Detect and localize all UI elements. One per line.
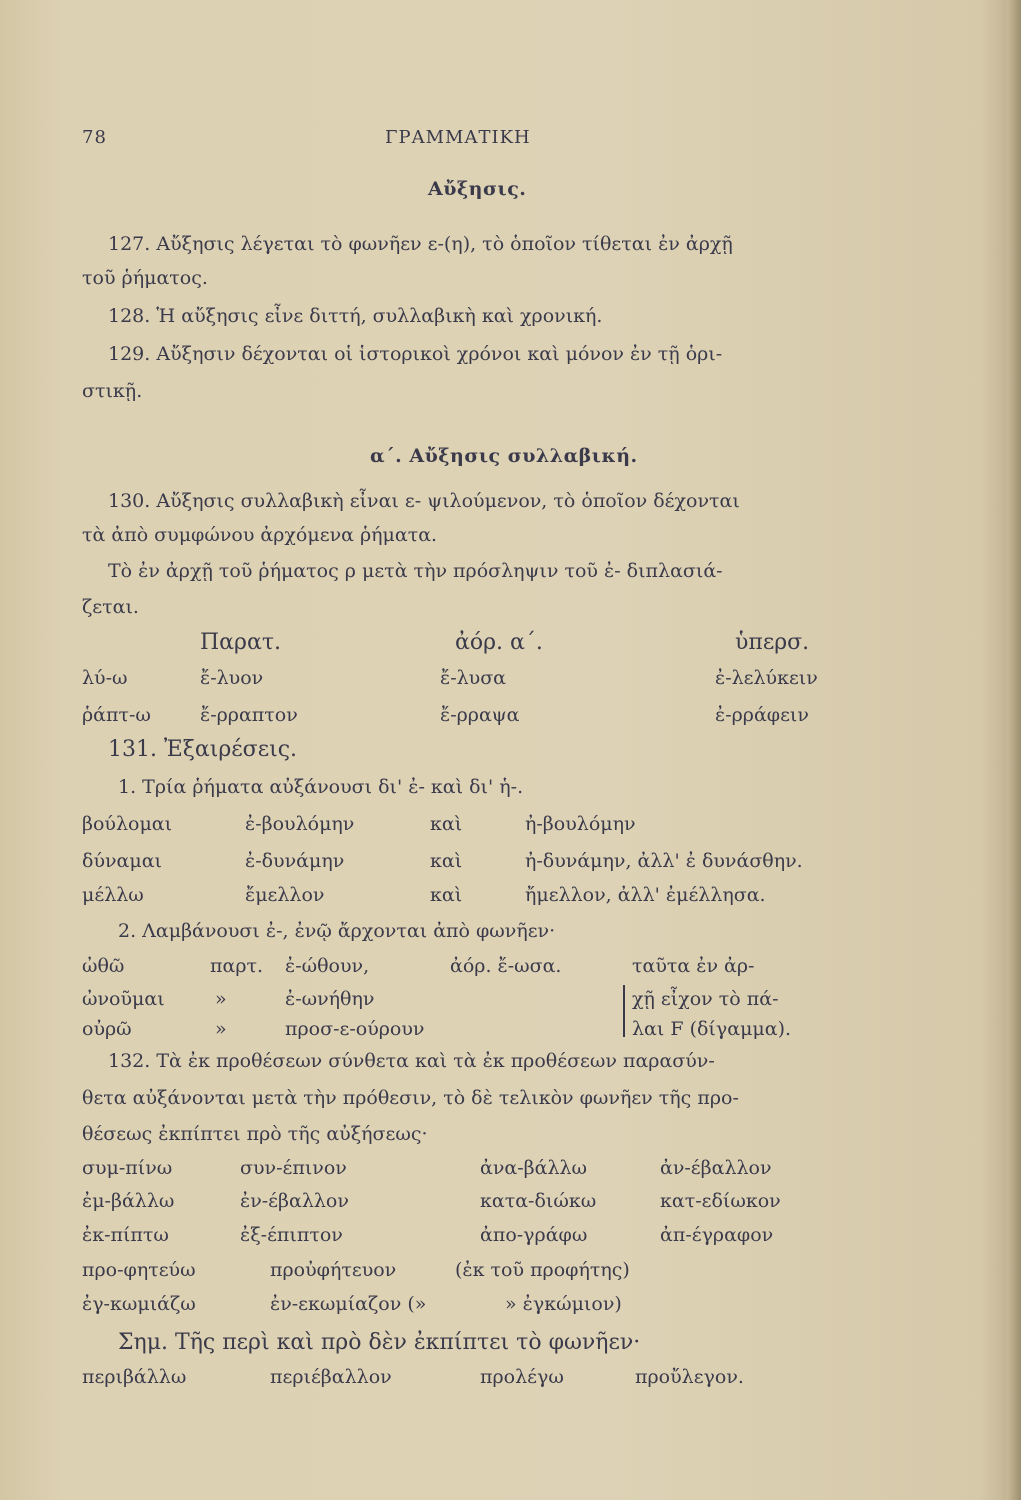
table2-cell: συμ-πίνω xyxy=(82,1157,173,1179)
exception1-cell: δύναμαι xyxy=(82,850,162,872)
exception2-cell: » xyxy=(215,1018,227,1040)
table1-cell: ἐ-ρράφειν xyxy=(715,704,809,726)
table2-cell: κατ-εδίωκον xyxy=(660,1190,781,1212)
paragraph-128: 128. Ἡ αὔξησις εἶνε διττή, συλλαβικὴ καὶ χρονική. xyxy=(108,305,603,327)
table2-cell: ἀν-έβαλλον xyxy=(660,1157,772,1179)
exception1-cell: ἠ-δυνάμην, ἀλλ' ἐ δυνάσθην. xyxy=(525,850,803,872)
exception2-cell: παρτ. xyxy=(210,955,264,977)
table1-cell: λύ-ω xyxy=(82,667,128,689)
paragraph-132-line3: θέσεως ἐκπίπτει πρὸ τῆς αὐξήσεως· xyxy=(82,1123,428,1145)
paragraph-132-line1: 132. Τὰ ἐκ προθέσεων σύνθετα καὶ τὰ ἐκ προθέσεων παρασύν- xyxy=(108,1050,715,1072)
exception1-cell: ἠ-βουλόμην xyxy=(525,813,636,835)
exception1-intro: 1. Τρία ῥήματα αὐξάνουσι δι' ἐ- καὶ δι' ἡ-. xyxy=(118,776,524,798)
exception2-cell: ἐ-ώθουν, xyxy=(285,955,370,977)
paragraph-132-line2: θετα αὐξάνονται μετὰ τὴν πρόθεσιν, τὸ δὲ τελικὸν φωνῆεν τῆς προ- xyxy=(82,1087,739,1109)
table2-cell: ἀνα-βάλλω xyxy=(480,1157,588,1179)
exception1-cell: ἤμελλον, ἀλλ' ἐμέλλησα. xyxy=(525,884,766,906)
paragraph-129-line1: 129. Αὔξησιν δέχονται οἱ ἱστορικοὶ χρόνοι καὶ μόνον ἐν τῇ ὁρι- xyxy=(108,343,723,365)
bracket-line xyxy=(623,985,625,1037)
note-example: περιβάλλω xyxy=(82,1366,187,1388)
table1-header-paratatikos: Παρατ. xyxy=(200,630,281,655)
exception2-cell: οὐρῶ xyxy=(82,1018,132,1040)
subsection-title: α΄. Αὔξησις συλλαβική. xyxy=(370,445,638,467)
table2-cell: προ-φητεύω xyxy=(82,1259,196,1281)
note-line: Σημ. Τῆς περὶ καὶ πρὸ δὲν ἐκπίπτει τὸ φωνῆεν· xyxy=(118,1330,641,1355)
table1-cell: ἔ-λυον xyxy=(200,667,264,689)
table2-cell: ἐξ-έπιπτον xyxy=(240,1224,343,1246)
exception1-cell: καὶ xyxy=(430,850,463,872)
exception1-cell: καὶ xyxy=(430,813,463,835)
table1-cell: ἔ-λυσα xyxy=(440,667,507,689)
exception2-cell: » xyxy=(215,988,227,1010)
paragraph-130-line2: τὰ ἀπὸ συμφώνου ἀρχόμενα ῥήματα. xyxy=(82,524,438,546)
exception1-cell: μέλλω xyxy=(82,884,144,906)
exception2-intro: 2. Λαμβάνουσι ἐ-, ἐνῷ ἄρχονται ἀπὸ φωνῆεν· xyxy=(118,920,556,942)
table1-cell: ῥάπτ-ω xyxy=(82,704,151,726)
exception1-cell: καὶ xyxy=(430,884,463,906)
table2-cell: ἐν-εκωμίαζον (» xyxy=(270,1293,427,1315)
exception2-note-line2: χῇ εἶχον τὸ πά- xyxy=(632,988,779,1010)
page-number: 78 xyxy=(82,127,107,148)
exception2-cell: ὠθῶ xyxy=(82,955,125,977)
paragraph-127-line2: τοῦ ῥήματος. xyxy=(82,267,208,289)
paragraph-127-line1: 127. Αὔξησις λέγεται τὸ φωνῆεν ε-(η), τὸ ὁποῖον τίθεται ἐν ἀρχῇ xyxy=(108,233,733,255)
exception2-cell: προσ-ε-ούρουν xyxy=(285,1018,425,1040)
note-example: περιέβαλλον xyxy=(270,1366,392,1388)
table1-header-hypersyntelikos: ὑπερσ. xyxy=(735,630,810,655)
table1-cell: ἔ-ρραπτον xyxy=(200,704,298,726)
paragraph-130-line4: ζεται. xyxy=(82,596,139,618)
section-title: Αὔξησις. xyxy=(428,178,527,200)
note-example: προὔλεγον. xyxy=(635,1366,744,1388)
exception1-cell: ἐ-δυνάμην xyxy=(245,850,345,872)
table2-cell: ἀπο-γράφω xyxy=(480,1224,588,1246)
running-title: ΓΡΑΜΜΑΤΙΚΗ xyxy=(385,127,531,148)
table2-cell: προὐφήτευον xyxy=(270,1259,397,1281)
paragraph-129-line2: στικῇ. xyxy=(82,380,143,402)
table2-cell: ἐγ-κωμιάζω xyxy=(82,1293,196,1315)
table2-cell: ἐν-έβαλλον xyxy=(240,1190,349,1212)
table2-cell: » ἐγκώμιον) xyxy=(505,1293,622,1315)
paragraph-130-line3: Τὸ ἐν ἀρχῇ τοῦ ῥήματος ρ μετὰ τὴν πρόσληψιν τοῦ ἐ- διπλασιά- xyxy=(108,560,723,582)
table1-cell: ἔ-ρραψα xyxy=(440,704,520,726)
exception1-cell: βούλομαι xyxy=(82,813,173,835)
exception2-note-line1: ταῦτα ἐν ἀρ- xyxy=(632,955,755,977)
exception2-cell: ὠνοῦμαι xyxy=(82,988,165,1010)
exception2-cell: ἐ-ωνήθην xyxy=(285,988,375,1010)
table2-cell: ἐκ-πίπτω xyxy=(82,1224,169,1246)
paragraph-130-line1: 130. Αὔξησις συλλαβικὴ εἶναι ε- ψιλούμενον, τὸ ὁποῖον δέχονται xyxy=(108,490,740,512)
note-example: προλέγω xyxy=(480,1366,564,1388)
exception1-cell: ἐ-βουλόμην xyxy=(245,813,355,835)
table2-cell: ἀπ-έγραφον xyxy=(660,1224,774,1246)
table1-header-aoristos: ἀόρ. α΄. xyxy=(455,630,543,655)
table2-cell: κατα-διώκω xyxy=(480,1190,597,1212)
table2-cell: συν-έπινον xyxy=(240,1157,347,1179)
table2-cell: ἐμ-βάλλω xyxy=(82,1190,175,1212)
table1-cell: ἐ-λελύκειν xyxy=(715,667,818,689)
page-edge xyxy=(1007,0,1021,1500)
table2-cell: (ἐκ τοῦ προφήτης) xyxy=(455,1259,630,1281)
paragraph-131: 131. Ἐξαιρέσεις. xyxy=(108,737,298,762)
exception2-cell: ἀόρ. ἔ-ωσα. xyxy=(450,955,562,977)
exception2-note-line3: λαι F (δίγαμμα). xyxy=(632,1018,792,1040)
exception1-cell: ἔμελλον xyxy=(245,884,325,906)
